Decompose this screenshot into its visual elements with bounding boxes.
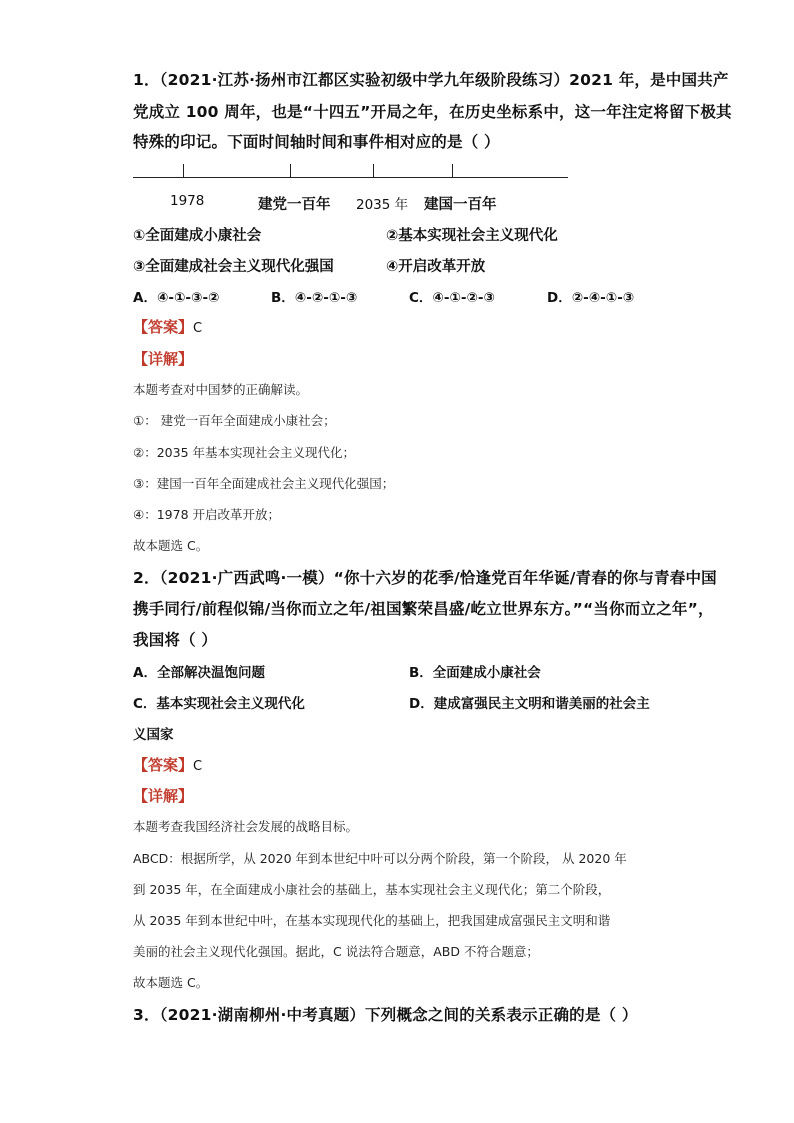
- timeline-label-2035: 2035 年: [356, 197, 409, 213]
- q2-answer: [133, 754, 202, 775]
- q1-stem-line-1: 1．（2021·江苏·扬州市江都区实验初级中学九年级阶段练习）2021 年，是中国共产: [133, 71, 729, 89]
- q1-item-4: ④开启改革开放: [386, 259, 486, 275]
- timeline-tick: [373, 164, 374, 178]
- timeline-tick: [290, 164, 291, 178]
- timeline-label-1978: 1978: [170, 193, 205, 209]
- q1-detail-line-3: ②：2035 年基本实现社会主义现代化；: [133, 445, 355, 460]
- q1-detail-line-4: ③：建国一百年全面建成社会主义现代化强国；: [133, 476, 395, 491]
- q1-stem-line-3: 特殊的印记。下面时间轴时间和事件相对应的是（ ）: [133, 133, 500, 151]
- answer-value: C: [193, 321, 203, 336]
- timeline-label-prc-centenary: 建国一百年: [424, 197, 497, 213]
- q2-detail-line-1: 本题考查我国经济社会发展的战略目标。: [133, 819, 359, 834]
- q2-option-b: B．全面建成小康社会: [409, 665, 541, 681]
- timeline-label-party-centenary: 建党一百年: [258, 197, 331, 213]
- q2-detail-tag: 【详解】: [133, 787, 194, 805]
- q2-detail-line-2: ABCD：根据所学，从 2020 年到本世纪中叶可以分两个阶段，第一个阶段， 从 2020 年: [133, 851, 627, 866]
- q2-option-d-continued: 义国家: [133, 727, 174, 743]
- q2-detail-line-4: 从 2035 年到本世纪中叶，在基本实现现代化的基础上，把我国建成富强民主文明和谐: [133, 913, 611, 928]
- q2-option-a: A．全部解决温饱问题: [133, 665, 265, 681]
- q1-option-d: D．②-④-①-③: [547, 290, 635, 306]
- q2-option-c: C．基本实现社会主义现代化: [133, 696, 305, 712]
- q1-item-2: ②基本实现社会主义现代化: [386, 228, 558, 244]
- q1-stem-line-2: 党成立 100 周年，也是“十四五”开局之年，在历史坐标系中，这一年注定将留下极其: [133, 103, 732, 121]
- q2-option-d: D．建成富强民主文明和谐美丽的社会主: [409, 696, 650, 712]
- q1-detail-tag: 【详解】: [133, 350, 194, 368]
- timeline-tick: [452, 164, 453, 178]
- q1-answer: [133, 316, 202, 337]
- q2-stem-line-1: 2．（2021·广西武鸣·一模）“你十六岁的花季/恰逢党百年华诞/青春的你与青春中国: [133, 569, 717, 587]
- q1-option-c: C．④-①-②-③: [409, 290, 495, 306]
- q1-detail-line-5: ④：1978 开启改革开放；: [133, 507, 280, 522]
- q1-item-3: ③全面建成社会主义现代化强国: [133, 259, 334, 275]
- q1-detail-line-6: 故本题选 C。: [133, 538, 209, 553]
- timeline-axis: [133, 177, 568, 178]
- answer-tag: 【答案】: [133, 318, 194, 336]
- q2-stem-line-3: 我国将（ ）: [133, 631, 218, 649]
- q2-stem-line-2: 携手同行/前程似锦/当你而立之年/祖国繁荣昌盛/屹立世界东方。”“当你而立之年”，: [133, 600, 714, 618]
- timeline-tick: [183, 164, 184, 178]
- q2-detail-line-6: 故本题选 C。: [133, 975, 209, 990]
- q2-detail-line-3: 到 2035 年，在全面建成小康社会的基础上，基本实现社会主义现代化；第二个阶段，: [133, 882, 611, 897]
- q2-detail-line-5: 美丽的社会主义现代化强国。据此，C 说法符合题意，ABD 不符合题意；: [133, 944, 539, 959]
- q1-option-a: A．④-①-③-②: [133, 290, 220, 306]
- answer-tag: 【答案】: [133, 756, 194, 774]
- q1-item-1: ①全面建成小康社会: [133, 228, 262, 244]
- q1-timeline: [133, 160, 568, 178]
- q1-option-b: B．④-②-①-③: [271, 290, 358, 306]
- q1-detail-line-2: ①： 建党一百年全面建成小康社会；: [133, 413, 336, 428]
- q3-stem-line-1: 3．（2021·湖南柳州·中考真题）下列概念之间的关系表示正确的是（ ）: [133, 1006, 638, 1024]
- q1-detail-line-1: 本题考查对中国梦的正确解读。: [133, 382, 309, 397]
- answer-value: C: [193, 759, 203, 774]
